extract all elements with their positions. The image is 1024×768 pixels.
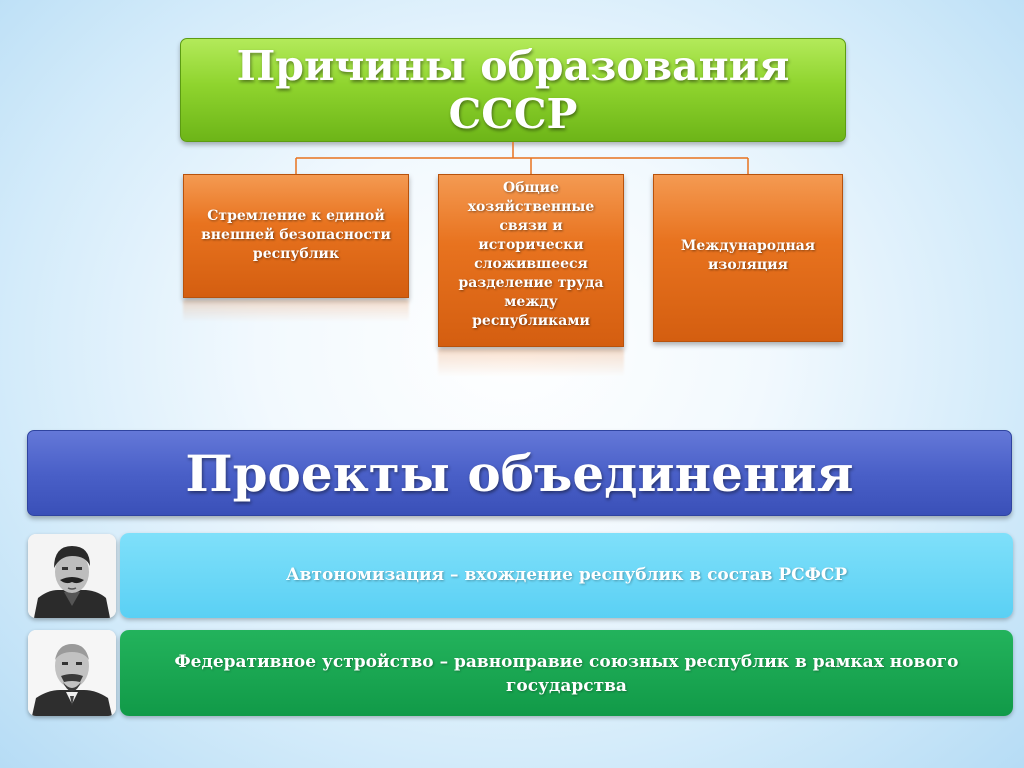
projects-header-text: Проекты объединения	[185, 443, 854, 503]
reason-3-line-1: Международная	[680, 238, 816, 254]
reason-box-economy	[438, 174, 624, 347]
reason-1-reflection	[183, 300, 409, 322]
title-line-2: СССР	[448, 90, 578, 138]
reason-2-line-4: исторически	[478, 237, 584, 253]
reason-box-security	[183, 174, 409, 298]
reason-2-line-2: хозяйственные	[467, 199, 595, 215]
project-federation	[120, 630, 1013, 716]
portrait-stalin-svg	[28, 534, 116, 618]
project-federation-line-2: государства	[506, 676, 627, 696]
project-autonomization-text: Автономизация – вхождение республик в состав РСФСР	[285, 565, 848, 585]
reason-2-line-6: разделение труда	[458, 275, 604, 291]
portrait-stalin-icon	[28, 534, 116, 618]
title-line-1: Причины образования	[236, 42, 790, 90]
title-text	[237, 42, 790, 138]
reason-2-line-8: республиками	[472, 313, 590, 329]
projects-header	[27, 430, 1012, 516]
reason-box-isolation	[653, 174, 843, 342]
reason-2-line-1: Общие	[503, 180, 559, 196]
reason-2-line-3: связи и	[499, 218, 563, 234]
reason-2-line-7: между	[504, 294, 558, 310]
reason-1-line-1: Стремление к единой	[207, 208, 385, 224]
reason-2-reflection	[438, 349, 624, 377]
reason-2-line-5: сложившееся	[474, 256, 588, 272]
project-autonomization	[120, 533, 1013, 618]
reason-3-line-2: изоляция	[708, 257, 788, 273]
title-box	[180, 38, 846, 142]
reason-1-line-2: внешней безопасности	[201, 227, 391, 243]
portrait-lenin-icon	[28, 630, 116, 716]
reason-1-line-3: республик	[252, 246, 340, 262]
portrait-lenin-svg	[28, 630, 116, 716]
project-federation-line-1: Федеративное устройство – равноправие союзных республик в рамках нового	[174, 652, 959, 672]
